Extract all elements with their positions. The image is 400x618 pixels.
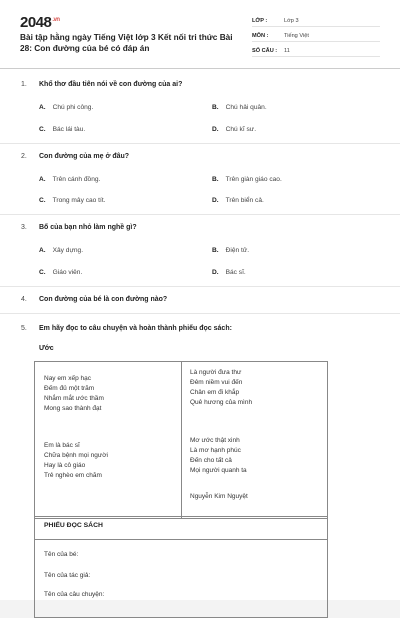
poem-line: Đêm niềm vui đến [190, 379, 243, 386]
option-text: Trên cánh đồng. [52, 176, 101, 183]
question-number: 2. [21, 153, 27, 160]
poem-line: Quê hương của mình [190, 399, 253, 406]
meta-key: LỚP : [252, 18, 268, 24]
option-label: A. [39, 104, 46, 111]
form-field-story-name[interactable]: Tên của câu chuyện: [44, 591, 105, 598]
poem-column-divider [181, 362, 182, 518]
poem-line: Mong sao thành đạt [44, 405, 102, 412]
poem-line: Đếm đủ một trăm [44, 385, 95, 392]
option-text: Chú hải quân. [225, 104, 267, 111]
option-label: A. [39, 247, 46, 254]
question-number: 3. [21, 224, 27, 231]
option-2d[interactable] [212, 197, 264, 204]
option-text: Điện tử. [225, 247, 250, 254]
meta-value: Lớp 3 [284, 18, 299, 24]
poem-title: Ước [39, 345, 54, 352]
option-1b[interactable] [212, 104, 267, 111]
option-label: C. [39, 126, 46, 133]
meta-row-class [252, 12, 380, 27]
question-number: 4. [21, 296, 27, 303]
question-number: 5. [21, 325, 27, 332]
meta-key: SỐ CÂU : [252, 48, 278, 54]
question-text: Con đường của bé là con đường nào? [39, 296, 168, 303]
worksheet-header [0, 0, 400, 68]
question-text: Bố của bạn nhỏ làm nghề gì? [39, 224, 137, 231]
poem-line: Đến cho tất cả [190, 457, 232, 464]
poem-line: Là người đưa thư [190, 369, 242, 376]
meta-row-subject [252, 27, 380, 42]
option-3b[interactable] [212, 247, 249, 254]
poem-stanza-right-1 [190, 368, 252, 408]
question-text: Con đường của mẹ ở đâu? [39, 153, 130, 160]
form-title: PHIẾU ĐỌC SÁCH [44, 522, 103, 529]
option-label: D. [212, 269, 219, 276]
logo-text: 2048 [20, 14, 52, 31]
meta-info [252, 12, 380, 57]
option-1a[interactable] [39, 104, 93, 111]
page-title: Bài tập hằng ngày Tiếng Việt lớp 3 Kết nối tri thức Bài 28: Con đường của bé có đáp án [20, 32, 233, 53]
question-text: Em hãy đọc to câu chuyện và hoàn thành phiếu đọc sách: [39, 325, 232, 332]
meta-value: 11 [284, 48, 290, 54]
form-field-child-name[interactable]: Tên của bé: [44, 551, 79, 558]
option-text: Bác lái tàu. [52, 126, 86, 133]
poem-line: Nhắm mắt ước thầm [44, 395, 104, 402]
option-3d[interactable] [212, 269, 246, 276]
reading-form [34, 516, 328, 618]
poem-line: Chữa bệnh mọi người [44, 452, 108, 459]
site-logo[interactable] [20, 14, 60, 31]
poem-box [34, 361, 328, 519]
question-divider [0, 313, 400, 314]
form-divider [35, 539, 327, 540]
poem-line: Hay là cô giáo [44, 462, 86, 469]
option-3c[interactable] [39, 269, 82, 276]
option-text: Xây dựng. [52, 247, 84, 254]
option-label: B. [212, 176, 219, 183]
option-text: Giáo viên. [52, 269, 83, 276]
option-1d[interactable] [212, 126, 256, 133]
option-text: Chú phi công. [52, 104, 94, 111]
option-2b[interactable] [212, 176, 282, 183]
question-divider [0, 286, 400, 287]
poem-line: Là mơ hạnh phúc [190, 447, 241, 454]
option-label: C. [39, 197, 46, 204]
question-number: 1. [21, 81, 27, 88]
poem-stanza-left-2 [44, 441, 108, 481]
poem-line: Mọi người quanh ta [190, 467, 247, 474]
meta-value: Tiếng Việt [284, 33, 309, 39]
option-text: Trong mây cao tít. [52, 197, 106, 204]
meta-row-count [252, 42, 380, 57]
option-text: Trên biển cả. [225, 197, 264, 204]
question-text: Khổ thơ đầu tiên nói về con đường của ai? [39, 81, 183, 88]
poem-stanza-right-2 [190, 436, 247, 476]
poem-stanza-left-1 [44, 374, 104, 414]
header-divider [0, 68, 400, 69]
option-label: C. [39, 269, 46, 276]
option-3a[interactable] [39, 247, 83, 254]
poem-line: Trẻ nghèo em chăm [44, 472, 102, 479]
question-divider [0, 214, 400, 215]
option-label: D. [212, 126, 219, 133]
option-text: Bác sĩ. [225, 269, 246, 276]
meta-key: MÔN : [252, 33, 269, 39]
option-label: A. [39, 176, 46, 183]
poem-line: Mơ ước thật xinh [190, 437, 240, 444]
option-label: B. [212, 247, 219, 254]
poem-line: Chân em đi khắp [190, 389, 240, 396]
option-label: B. [212, 104, 219, 111]
form-field-author[interactable]: Tên của tác giả: [44, 572, 91, 579]
option-2c[interactable] [39, 197, 106, 204]
option-1c[interactable] [39, 126, 85, 133]
poem-line: Nay em xếp hạc [44, 375, 91, 382]
logo-suffix: .vn [52, 17, 60, 23]
option-label: D. [212, 197, 219, 204]
option-2a[interactable] [39, 176, 100, 183]
question-divider [0, 143, 400, 144]
poem-author: Nguyễn Kim Nguyệt [190, 493, 248, 500]
poem-line: Em là bác sĩ [44, 442, 80, 449]
option-text: Chú kĩ sư. [225, 126, 257, 133]
option-text: Trên giàn giáo cao. [225, 176, 282, 183]
